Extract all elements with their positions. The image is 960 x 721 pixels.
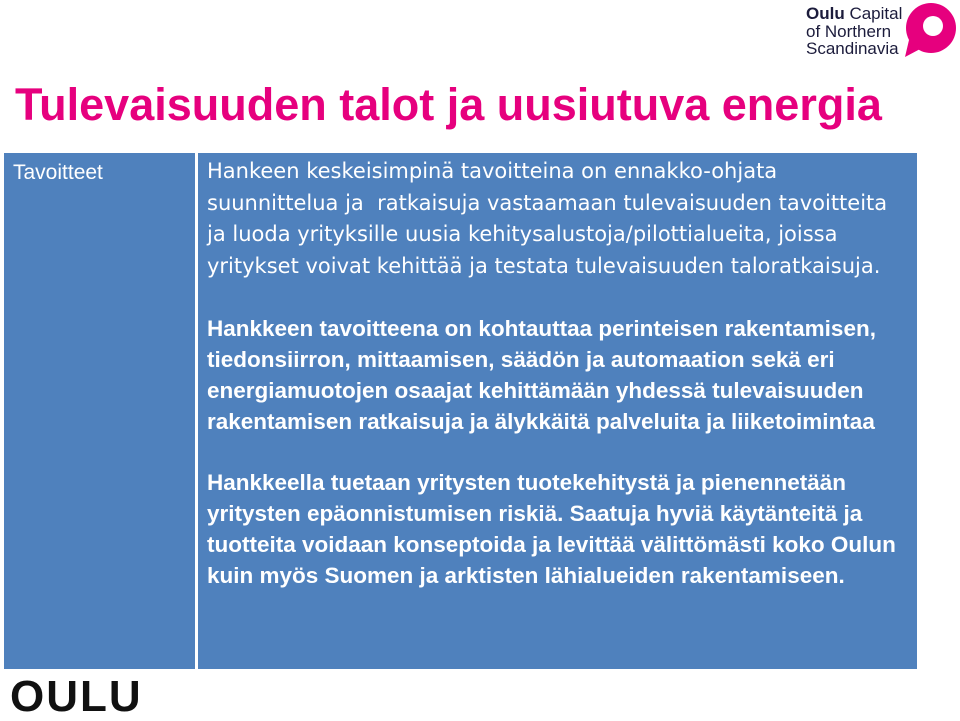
table-label-cell [4, 153, 195, 669]
oulu-brand-mark-icon [900, 0, 960, 60]
paragraph-line: energiamuotojen osaajat kehittämään yhdessä tulevaisuuden [207, 378, 864, 403]
paragraph-line: suunnittelua ja ratkaisuja vastaamaan tulevaisuuden tavoitteita [207, 190, 888, 215]
paragraph-line: yritysten epäonnistumisen riskiä. Saatuja hyviä käytänteitä ja [207, 501, 863, 526]
paragraph-line: tuotteita voidaan konseptoida ja levittää välittömästi koko Oulun [207, 532, 896, 557]
objective-paragraph-3 [207, 467, 896, 591]
brand-logo-text [806, 5, 902, 58]
paragraph-line: kuin myös Suomen ja arktisten lähialueiden rakentamiseen. [207, 563, 845, 588]
row-label: Tavoitteet [13, 160, 103, 184]
paragraph-line: ja luoda yrityksille uusia kehitysalustoja/pilottialueita, joissa [207, 222, 838, 247]
paragraph-line: rakentamisen ratkaisuja ja älykkäitä palveluita ja liiketoimintaa [207, 409, 875, 434]
objective-paragraph-2 [207, 313, 876, 437]
city-logo: OULU [10, 672, 143, 721]
paragraph-line: Hankkeen tavoitteena on kohtauttaa perinteisen rakentamisen, [207, 316, 876, 341]
brand-logo-tagline-3: Scandinavia [806, 39, 899, 58]
objectives-table [4, 153, 917, 669]
brand-logo-tagline-1: Capital [849, 4, 903, 23]
paragraph-line: Hankeen keskeisimpinä tavoitteina on ennakko-ohjata [207, 159, 778, 183]
brand-logo-line-1 [806, 5, 902, 23]
table-content-cell [198, 153, 917, 669]
objective-paragraph-1 [207, 156, 887, 283]
brand-logo-tagline-2: of Northern [806, 21, 892, 41]
slide-title: Tulevaisuuden talot ja uusiutuva energia [15, 79, 882, 130]
paragraph-line: tiedonsiirron, mittaamisen, säädön ja automaation sekä eri [207, 347, 835, 372]
paragraph-line: yritykset voivat kehittää ja testata tulevaisuuden taloratkaisuja. [207, 254, 881, 279]
paragraph-line: Hankkeella tuetaan yritysten tuotekehitystä ja pienennetään [207, 470, 846, 495]
brand-logo-name: Oulu [806, 4, 845, 23]
